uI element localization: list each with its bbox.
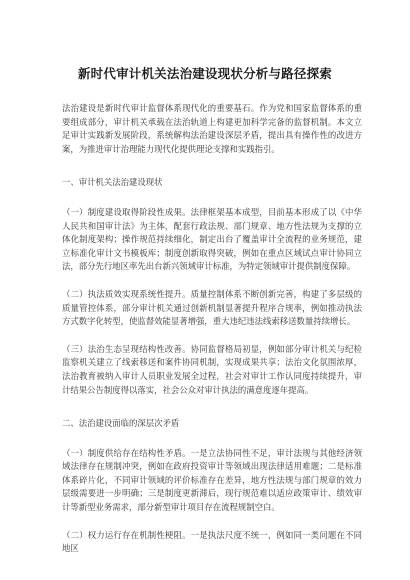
paragraph-intro: 法治建设是新时代审计监督体系现代化的重要基石。作为党和国家监督体系的重要组成部分，审计机关承载在法治轨道上构建更加科学完备的监督机制。本文立足审计实践新发展阶段，系统解构法治建设深层矛盾，提出具有操作性的改进方案，为推进审计治理能力现代化提供理论支撑和实践指引。: [62, 103, 362, 154]
paragraph-1-3: （三）法治生态呈现结构性改善。协同监督格局初显，例如部分审计机关与纪检监察机关建立了线索移送和案件协同机制，实现成果共享；法治文化氛围浓厚，法治教育被纳入审计人员职业发展全过程，社会对审计工作认同度持续提升，审计结果公告制度得以落实，社会公众对审计执法的满意度逐年提高。: [62, 343, 362, 395]
section-heading-2: 二、法治建设面临的深层次矛盾: [62, 418, 180, 429]
paragraph-2-1: （一）制度供给存在结构性矛盾。一是立法协同性不足，审计法规与其他经济领域法律存在规制冲突，例如在政府投资审计等领域出现法律适用难题；二是标准体系碎片化，不同审计领域的评价标准存在差异，地方性法规与部门规章的效力层级需要进一步明确；三是制度更新滞后，现行规范难以适应政策审计、绩效审计等新型业务需求，部分新型审计项目存在流程规制空白。: [62, 447, 362, 513]
paragraph-2-2: （二）权力运行存在机制性梗阻。一是执法尺度不统一，例如同一类问题在不同地区: [62, 529, 362, 554]
paragraph-1-1: （一）制度建设取得阶段性成果。法律框架基本成型，目前基本形成了以《中华人民共和国审计法》为主体，配套行政法规、部门规章、地方性法规为支撑的立体化制度架构；操作规范持续细化，制定出台了覆盖审计全流程的业务规范，建立标准化审计文书模板库；制度创新取得突破，例如在重点区域试点审计协同立法，部分先行地区率先出台新兴领域审计标准，为特定领域审计提供制度保障。: [62, 206, 362, 272]
document-title: 新时代审计机关法治建设现状分析与路径探索: [77, 66, 332, 81]
section-heading-1: 一、审计机关法治建设现状: [62, 177, 163, 188]
document-body: [62, 102, 362, 570]
paragraph-1-2: （二）执法质效实现系统性提升。质量控制体系不断创新完善，构建了多层级的质量管控体系，部分审计机关通过创新机制显著提升程序合规率，例如推动执法方式数字化转型，使监督效能显著增强，重大违纪违法线索移送数量持续增长。: [62, 288, 362, 327]
